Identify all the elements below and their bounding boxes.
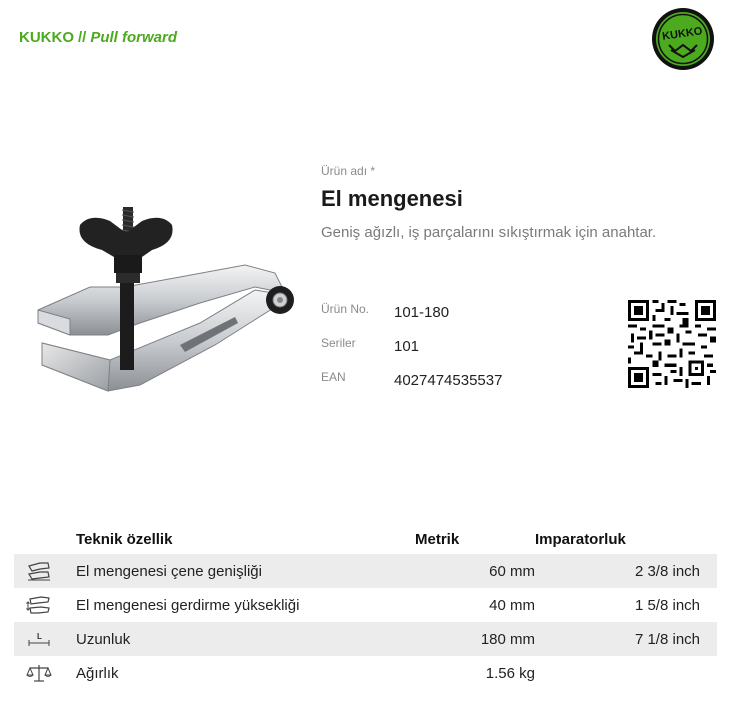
table-row xyxy=(14,622,717,656)
brand-slogan: Pull forward xyxy=(90,29,178,46)
table-row xyxy=(14,554,717,588)
qr-code xyxy=(628,300,716,388)
hand-vise-image xyxy=(30,195,300,420)
spec-imperial: 7 1/8 inch xyxy=(535,622,717,656)
product-description: Geniş ağızlı, iş parçalarını sıkıştırmak için anahtar. xyxy=(321,224,657,241)
spec-imperial: 1 5/8 inch xyxy=(634,596,700,614)
svg-text:L: L xyxy=(37,632,42,641)
spec-name-header: Teknik özellik xyxy=(76,530,173,548)
brand-name: KUKKO xyxy=(19,29,74,46)
spec-metric: 1.56 kg xyxy=(485,664,535,682)
kukko-logo xyxy=(651,7,715,71)
clamping-height-icon xyxy=(26,594,52,616)
weight-scale-icon xyxy=(26,662,52,684)
product-title: El mengenesi xyxy=(321,186,463,211)
spec-imperial: 2 3/8 inch xyxy=(535,554,717,588)
table-row xyxy=(14,656,717,690)
spec-metric-header: Metrik xyxy=(415,530,460,548)
spec-table xyxy=(14,524,717,690)
ean-label: EAN xyxy=(321,370,346,384)
spec-name: Ağırlık xyxy=(76,664,119,682)
product-number-label: Ürün No. xyxy=(321,302,370,316)
product-number-value: 101-180 xyxy=(394,304,450,321)
series-label: Seriler xyxy=(321,336,356,350)
spec-metric: 180 mm xyxy=(415,622,535,656)
jaw-width-icon xyxy=(26,560,52,582)
table-row xyxy=(14,588,717,622)
spec-icon-header xyxy=(14,524,64,554)
spec-imperial-header: Imparatorluk xyxy=(535,530,626,548)
spec-name: El mengenesi çene genişliği xyxy=(64,554,415,588)
spec-header-row xyxy=(14,524,717,554)
spec-imperial xyxy=(535,656,717,690)
product-name-label: Ürün adı * xyxy=(321,164,376,178)
brand-separator: // xyxy=(78,29,87,46)
spec-metric: 40 mm xyxy=(489,596,535,614)
spec-name: El mengenesi gerdirme yüksekliği xyxy=(76,596,300,614)
length-icon xyxy=(26,628,52,650)
svg-text:KUKKO: KUKKO xyxy=(661,25,704,43)
brand-tagline xyxy=(19,29,177,46)
ean-value: 4027474535537 xyxy=(394,372,503,389)
spec-name: Uzunluk xyxy=(64,622,415,656)
series-value: 101 xyxy=(394,338,420,355)
spec-metric: 60 mm xyxy=(415,554,535,588)
